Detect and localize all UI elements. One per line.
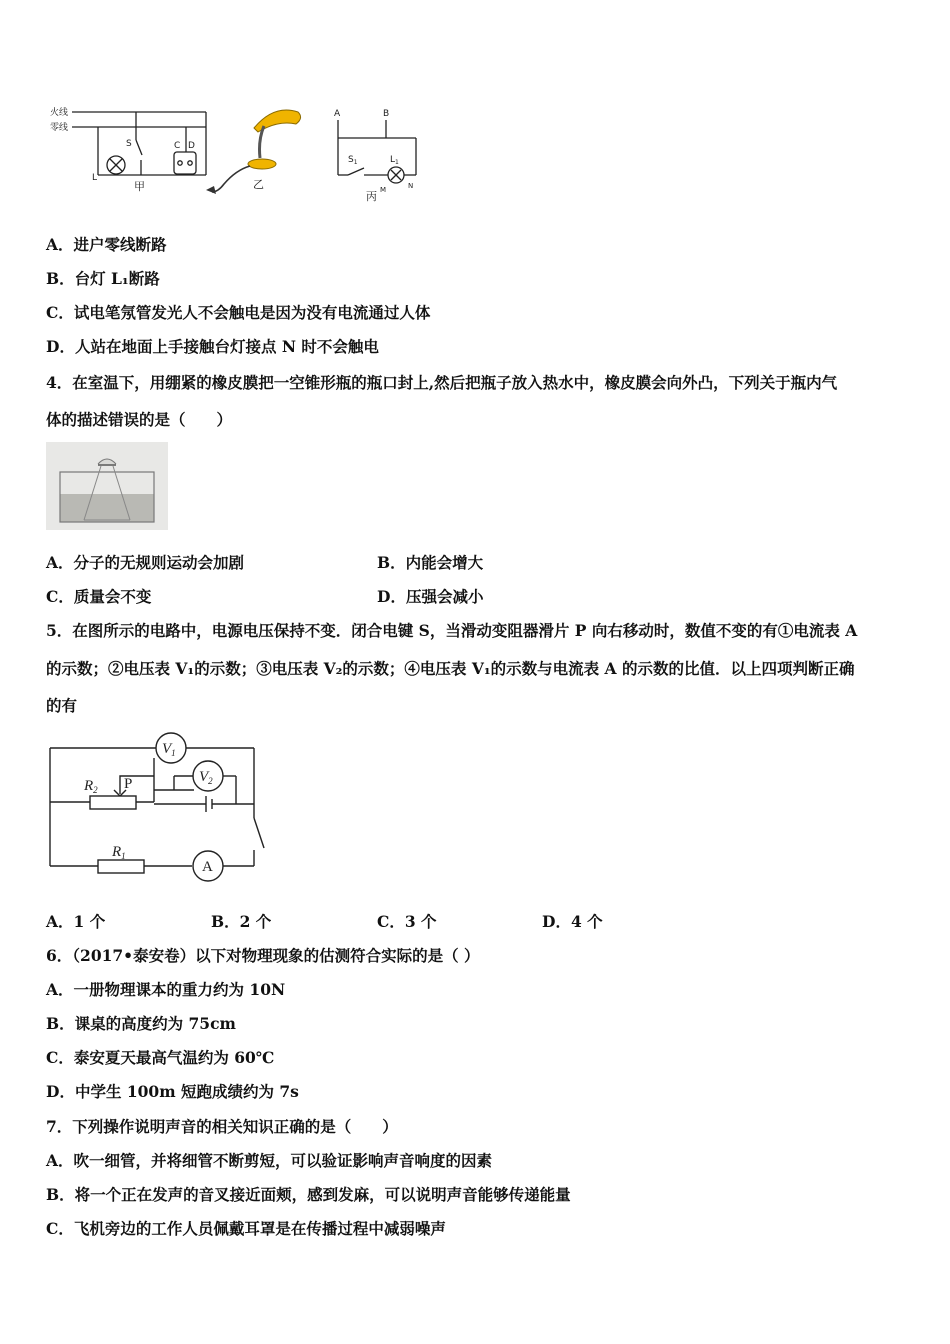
q7-option-c: C．飞机旁边的工作人员佩戴耳罩是在传播过程中减弱噪声 xyxy=(46,1219,446,1238)
r1-subscript: 1 xyxy=(121,851,126,861)
q6-option-d: D．中学生 100m 短跑成绩约为 7s xyxy=(46,1082,299,1101)
figure-bing-label: 丙 xyxy=(366,190,377,203)
lamp-l1-label: L xyxy=(390,155,396,165)
v2-label: V xyxy=(199,769,209,785)
q6-option-c: C．泰安夏天最高气温约为 60℃ xyxy=(46,1048,275,1067)
r2-subscript: 2 xyxy=(93,785,98,795)
figure-jia-label: 甲 xyxy=(134,180,145,193)
ammeter-a-label: A xyxy=(202,859,213,875)
lamp-l-label: L xyxy=(92,173,98,183)
q3-option-c: C．试电笔氖管发光人不会触电是因为没有电流通过人体 xyxy=(46,303,431,322)
neutral-wire-label: 零线 xyxy=(50,123,69,133)
socket-c-label: C xyxy=(174,141,181,151)
terminal-b-label: B xyxy=(383,109,390,119)
svg-text:L1 xyxy=(390,155,399,166)
r2-label: R xyxy=(84,778,94,794)
q7-option-b: B．将一个正在发声的音叉接近面颊，感到发麻，可以说明声音能够传递能量 xyxy=(46,1185,571,1204)
q5-circuit-diagram xyxy=(46,732,268,892)
q5-stem-line3: 的有 xyxy=(46,696,78,715)
q3-option-a: A．进户零线断路 xyxy=(46,235,167,254)
svg-text:S1 xyxy=(348,155,358,166)
q7-option-a: A．吹一细管，并将细管不断剪短，可以验证影响声音响度的因素 xyxy=(46,1151,493,1170)
v1-label: V xyxy=(162,741,172,757)
q5-stem-line1: 5．在图所示的电路中，电源电压保持不变．闭合电键 S，当滑动变阻器滑片 P 向右移动时，数值不变的有①电流表 A xyxy=(46,621,858,640)
q4-option-c: C．质量会不变 xyxy=(46,587,152,606)
slider-p-label: P xyxy=(124,776,133,792)
lamp-l1-subscript: 1 xyxy=(395,159,399,166)
q4-stem-line1: 4．在室温下，用绷紧的橡皮膜把一空锥形瓶的瓶口封上,然后把瓶子放入热水中，橡皮膜会向外凸，下列关于瓶内气 xyxy=(46,373,838,392)
switch-s1-label: S xyxy=(348,155,354,165)
q3-option-b: B．台灯 L₁断路 xyxy=(46,269,160,288)
q4-stem-line2: 体的描述错误的是（ ） xyxy=(46,410,233,429)
switch-s1-subscript: 1 xyxy=(353,159,358,166)
r1-label: R xyxy=(112,844,122,860)
q4-option-a: A．分子的无规则运动会加剧 xyxy=(46,553,245,572)
q4-option-b: B．内能会增大 xyxy=(377,553,484,572)
point-m-label: M xyxy=(380,186,387,194)
svg-text:R2 xyxy=(83,778,98,795)
q4-option-d: D．压强会减小 xyxy=(377,587,484,606)
v2-subscript: 2 xyxy=(208,776,213,786)
v1-subscript: 1 xyxy=(171,748,176,758)
q5-stem-line2: 的示数；②电压表 V₁的示数；③电压表 V₂的示数；④电压表 V₁的示数与电流表 A 的示数的比值．以上四项判断正确 xyxy=(46,659,855,678)
figure-yi-label: 乙 xyxy=(253,178,264,191)
socket-d-label: D xyxy=(188,141,195,151)
q6-stem: 6．（2017•泰安卷）以下对物理现象的估测符合实际的是（ ） xyxy=(46,946,480,965)
q5-option-d: D．4 个 xyxy=(542,912,603,931)
svg-text:R1 xyxy=(111,844,126,861)
terminal-a-label: A xyxy=(334,109,341,119)
q6-option-b: B．课桌的高度约为 75cm xyxy=(46,1014,236,1033)
point-n-label: N xyxy=(408,182,414,190)
live-wire-label: 火线 xyxy=(50,108,69,118)
q7-stem: 7．下列操作说明声音的相关知识正确的是（ ） xyxy=(46,1117,398,1136)
q5-option-c: C．3 个 xyxy=(377,912,437,931)
svg-text:V2 xyxy=(199,769,213,786)
q5-option-a: A．1 个 xyxy=(46,912,106,931)
household-circuit-figure xyxy=(46,100,436,210)
q5-option-b: B．2 个 xyxy=(211,912,272,931)
q6-option-a: A．一册物理课本的重力约为 10N xyxy=(46,980,286,999)
svg-text:V1 xyxy=(162,741,176,758)
q3-option-d: D．人站在地面上手接触台灯接点 N 时不会触电 xyxy=(46,337,379,356)
flask-in-hot-water-image xyxy=(46,442,168,530)
switch-s-label: S xyxy=(126,139,132,149)
